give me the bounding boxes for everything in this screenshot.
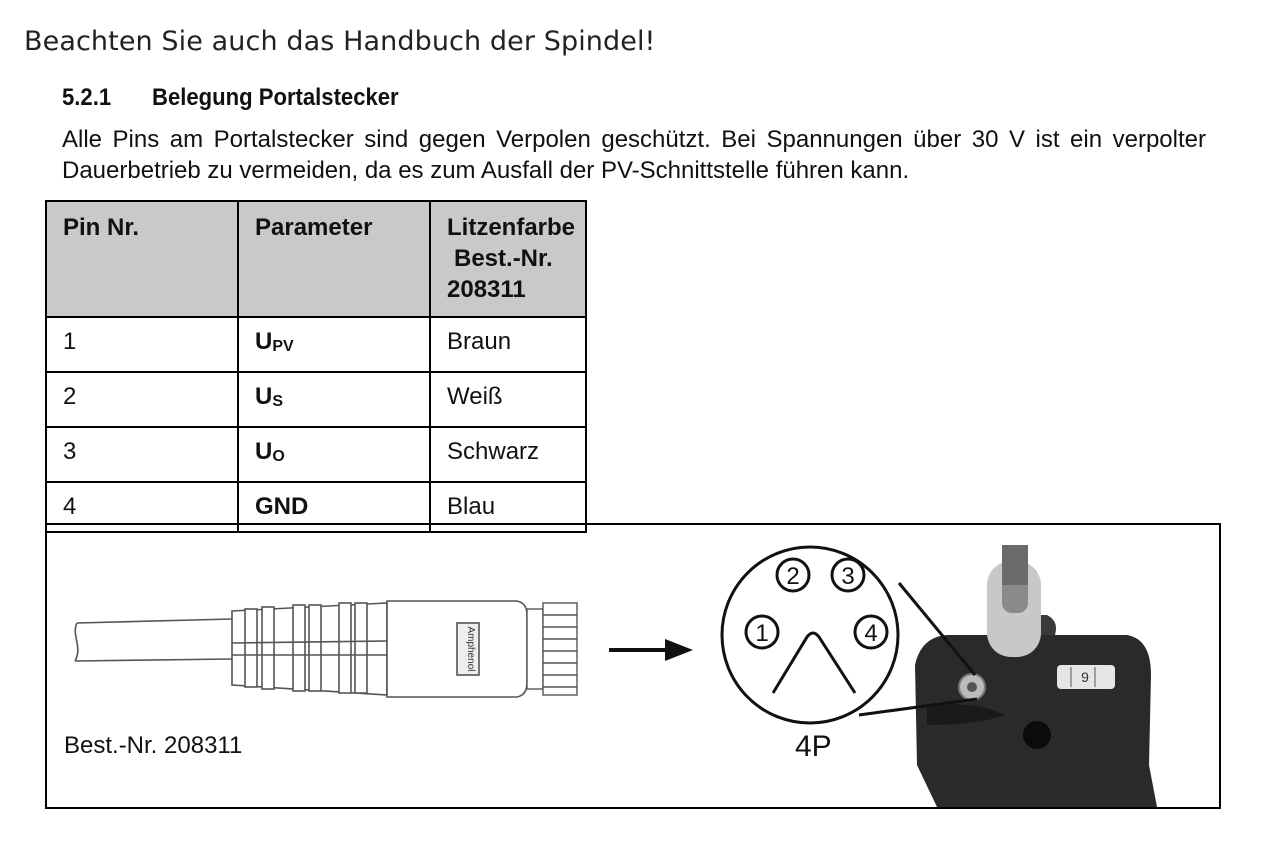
header-wire-color-line3: 208311 xyxy=(447,276,526,303)
param-subscript: O xyxy=(272,448,285,465)
cable-drawing xyxy=(75,619,232,661)
pin-label-2: 2 xyxy=(786,563,800,590)
coupling-nut-drawing xyxy=(527,603,577,695)
cell-pin: 1 xyxy=(46,317,238,372)
cell-pin: 4 xyxy=(46,482,238,532)
connector-body-drawing xyxy=(387,601,527,697)
cell-wire-color: Weiß xyxy=(430,372,586,427)
header-wire-color xyxy=(430,201,586,317)
brand-mark-text: Amphenol xyxy=(465,626,476,672)
paragraph-line-1: Alle Pins am Portalstecker sind gegen Verpolen geschützt. Bei Spannungen über 30 V ist ein verpolter xyxy=(62,126,1206,153)
table-header-row xyxy=(46,201,586,317)
table-row xyxy=(46,317,586,372)
pin-label-1: 1 xyxy=(755,620,769,647)
dial-label: 9 xyxy=(1081,669,1089,685)
connector-type-label: 4P xyxy=(795,730,832,763)
param-symbol: U xyxy=(255,328,273,355)
header-pin: Pin Nr. xyxy=(46,201,238,317)
pin-label-4: 4 xyxy=(864,620,878,647)
paragraph-line-2: Dauerbetrieb zu vermeiden, da es zum Ausfall der PV-Schnittstelle führen kann. xyxy=(62,157,910,184)
section-title: Belegung Portalstecker xyxy=(152,84,399,111)
param-symbol: GND xyxy=(255,493,309,520)
header-parameter: Parameter xyxy=(238,201,430,317)
section-paragraph xyxy=(62,124,1206,186)
param-subscript: S xyxy=(272,393,284,410)
cell-parameter xyxy=(238,317,430,372)
param-subscript: PV xyxy=(272,338,294,355)
spindle-photo-drawing xyxy=(915,545,1157,807)
cell-pin: 2 xyxy=(46,372,238,427)
table-row xyxy=(46,372,586,427)
cell-wire-color: Schwarz xyxy=(430,427,586,482)
strain-relief-drawing xyxy=(232,603,387,695)
cell-pin: 3 xyxy=(46,427,238,482)
param-symbol: U xyxy=(255,383,273,410)
cell-parameter xyxy=(238,372,430,427)
figure-caption: Best.-Nr. 208311 xyxy=(64,732,243,759)
cell-parameter xyxy=(238,427,430,482)
header-wire-color-line1: Litzenfarbe xyxy=(447,214,576,241)
intro-note: Beachten Sie auch das Handbuch der Spindel! xyxy=(24,26,656,57)
connector-figure xyxy=(45,523,1221,809)
connector-illustration xyxy=(47,525,1219,807)
pin-assignment-table xyxy=(45,200,587,533)
table-row xyxy=(46,427,586,482)
arrow-right-icon xyxy=(609,639,693,661)
section-number: 5.2.1 xyxy=(62,84,112,111)
pin-label-3: 3 xyxy=(841,563,855,590)
cell-wire-color: Braun xyxy=(430,317,586,372)
param-symbol: U xyxy=(255,438,273,465)
cell-wire-color: Blau xyxy=(430,482,586,532)
header-wire-color-line2: Best.-Nr. xyxy=(454,245,553,272)
